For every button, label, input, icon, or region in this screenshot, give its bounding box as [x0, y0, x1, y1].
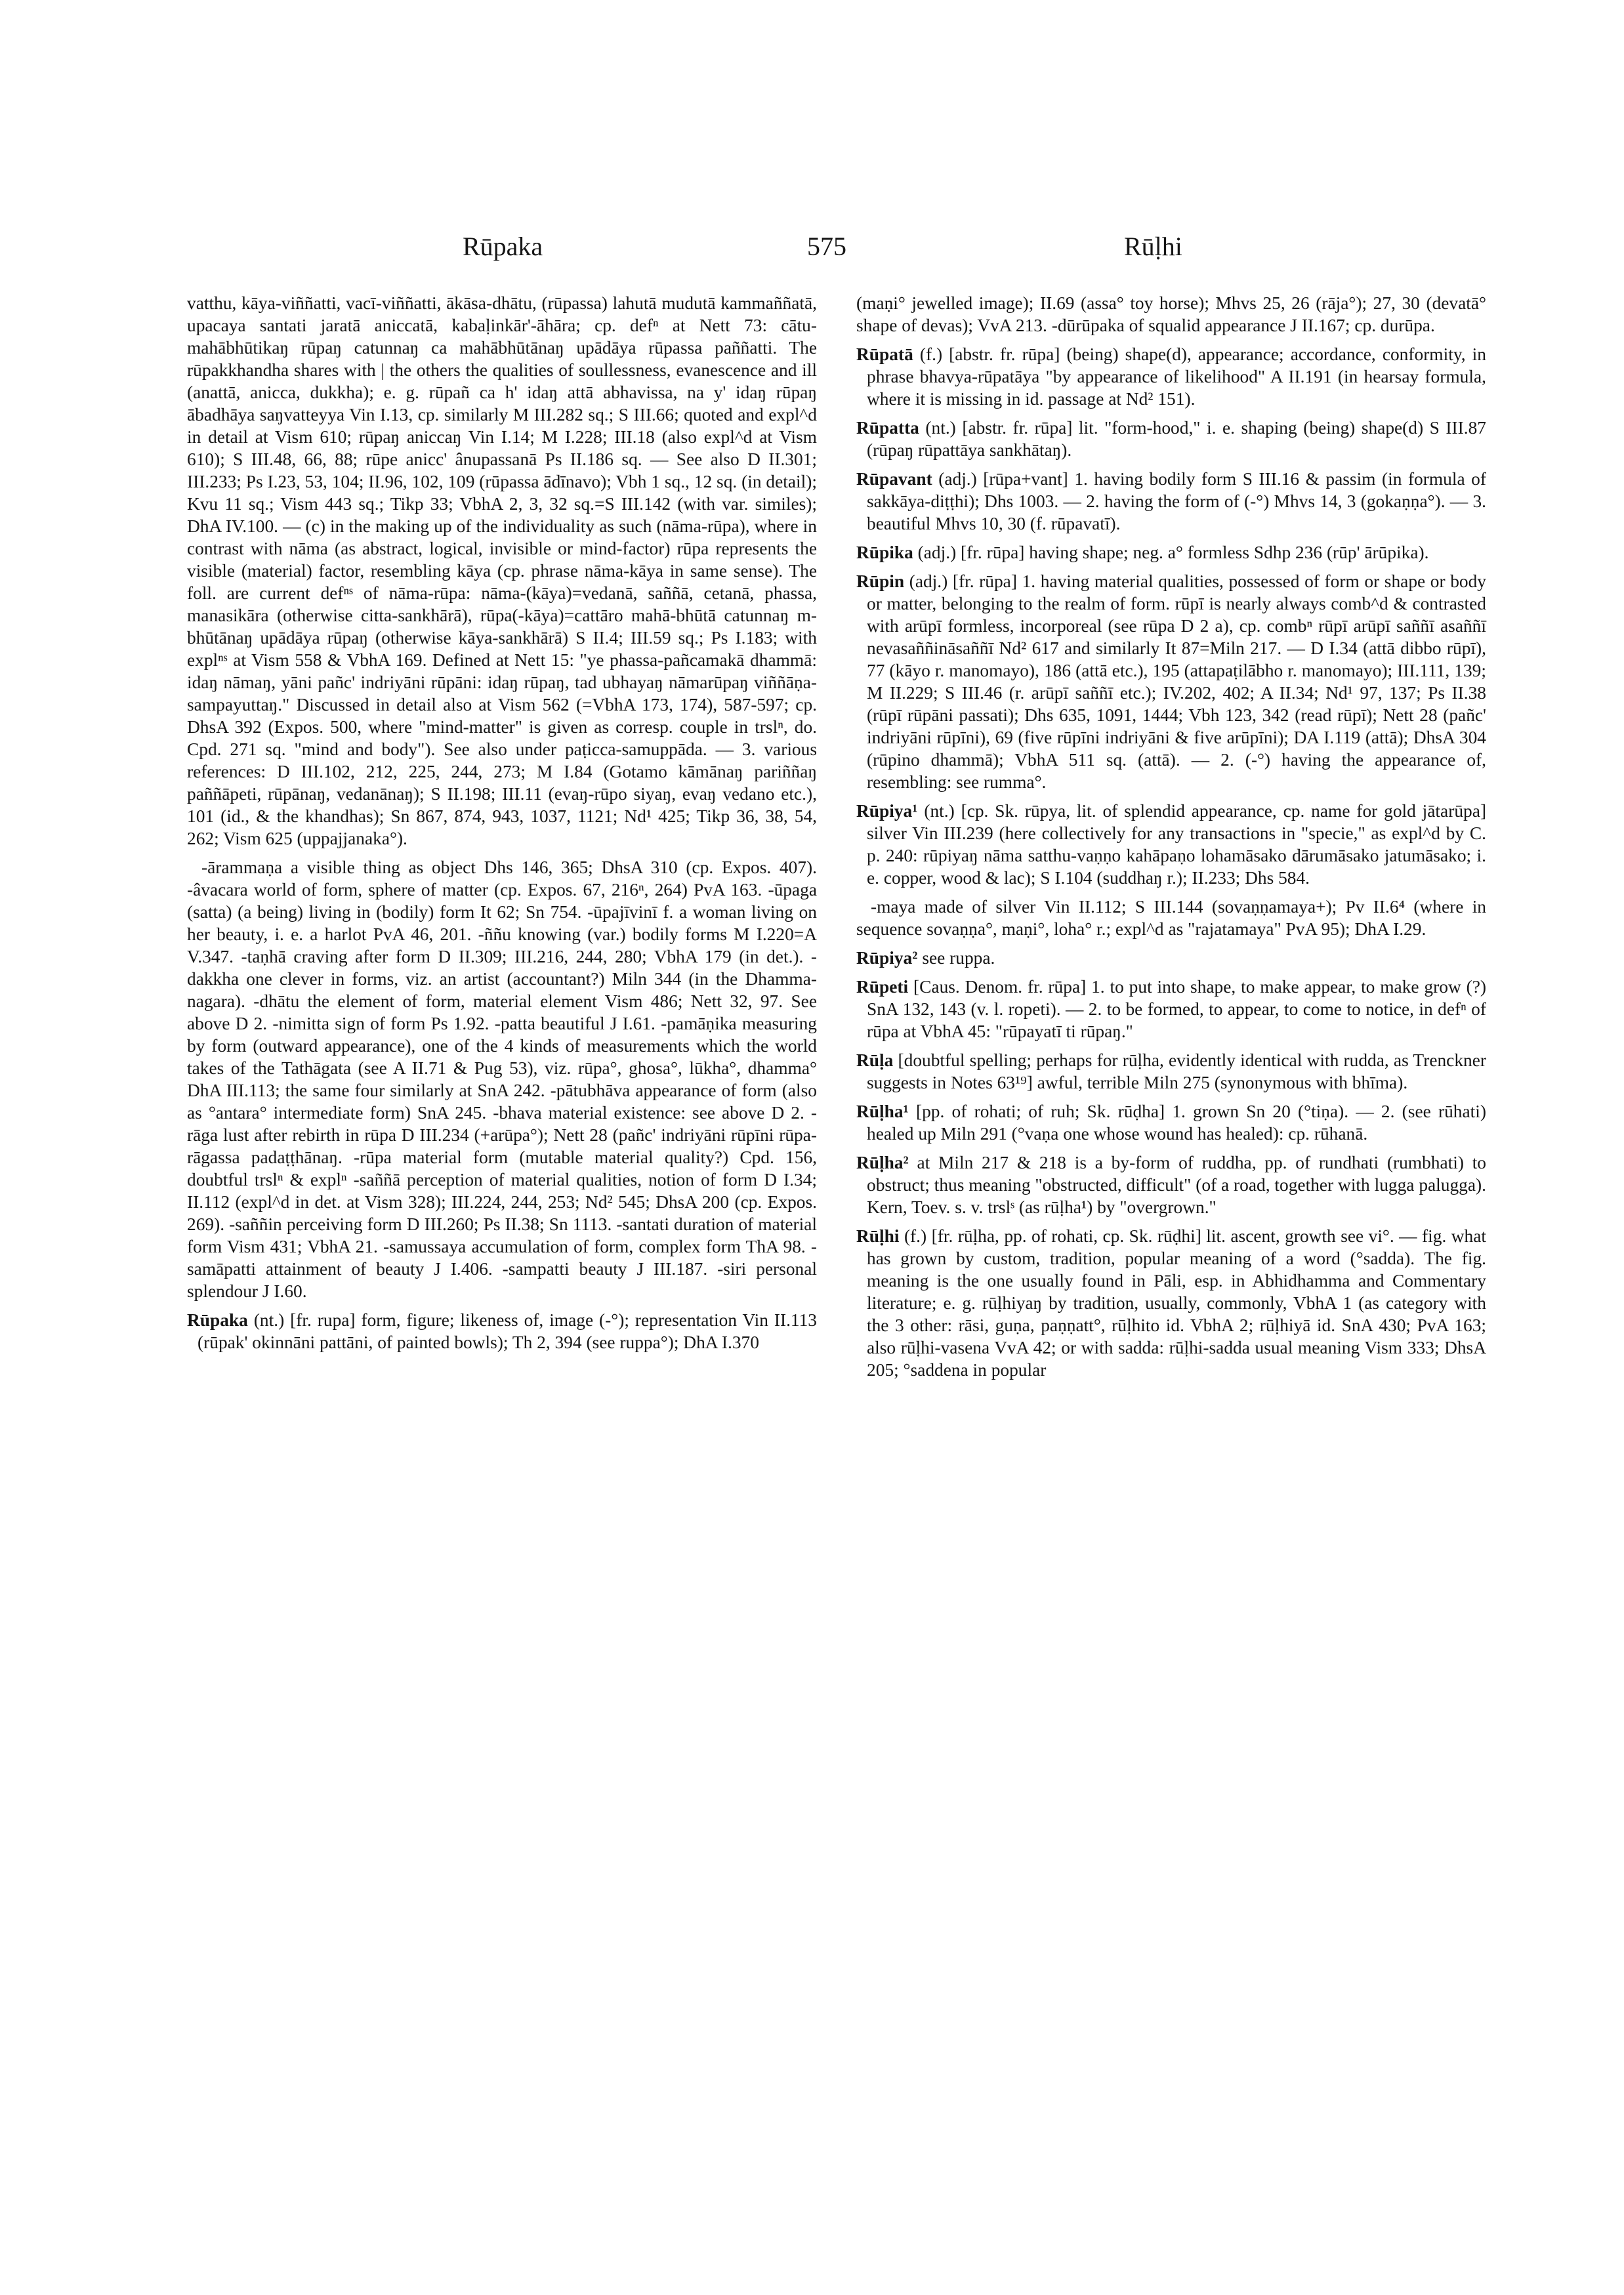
right-column	[856, 292, 1486, 1388]
entry-rulha-1	[856, 1100, 1486, 1145]
entry-headword: Rūḷha²	[856, 1153, 909, 1172]
entry-headword: Rūḷa	[856, 1050, 894, 1070]
entry-headword: Rūpavant	[856, 469, 932, 489]
page-number: 575	[807, 232, 846, 261]
entry-continuation	[856, 292, 1486, 337]
entry-rupika	[856, 541, 1486, 564]
entry-headword: Rūpiya¹	[856, 801, 918, 821]
entry-text: (nt.) [abstr. fr. rūpa] lit. "form-hood," i. e. shaping (being) shape(d) S III.87 (rūpaŋ rūpattāya sankhātaŋ).	[867, 418, 1486, 460]
entry-headword: Rūpatā	[856, 344, 913, 364]
entry-rulha-2	[856, 1151, 1486, 1218]
entry-rupaka	[187, 1309, 817, 1354]
entry-text: (nt.) [fr. rupa] form, figure; likeness of, image (-°); representation Vin II.113 (rūpak' okinnāni pattāni, of painted bowls); Th 2, 394 (see ruppa°); DhA I.370	[198, 1310, 817, 1352]
entry-text: [doubtful spelling; perhaps for rūḷha, evidently identical with rudda, as Trenckner suggests in Notes 63¹⁹] awful, terrible Miln 275 (synonymous with bhīma).	[867, 1050, 1486, 1092]
entry-text: see ruppa.	[922, 948, 995, 968]
entry-headword: Rūpaka	[187, 1310, 248, 1330]
entry-rupiya-1	[856, 800, 1486, 889]
entry-text: -ārammaṇa a visible thing as object Dhs 146, 365; DhsA 310 (cp. Expos. 407). -âvacara world of form, sphere of matter (cp. Expos. 67, 216ⁿ, 264) PvA 163. -ūpaga (satta) (a being) living in (bodily) form It 62; Sn 754. -ūpajīvinī f. a woman living on her beauty, i. e. a harlot PvA 46, 201. -ññu knowing (var.) bodily forms M I.220=A V.347. -taṇhā craving after form D II.309; III.216, 244, 280; VbhA 179 (in det.). -dakkha one clever in forms, viz. an artist (accountant?) Miln 344 (in the Dhamma-nagara). -dhātu the element of form, material element Vism 486; Nett 32, 97. See above D 2. -nimitta sign of form Ps 1.92. -patta beautiful J I.61. -pamāṇika measuring by form (outward appearance), one of the 4 kinds of measurements which the world takes of the Tathāgata (see A II.71 & Pug 53), viz. rūpa°, ghosa°, lūkha°, dhamma° DhA III.113; the same four similarly at SnA 242. -pātubhāva appearance of form (also as °antara° intermediate form) SnA 245. -bhava material existence: see above D 2. -rāga lust after rebirth in rūpa D III.234 (+arūpa°); Nett 28 (pañc' indriyāni rūpīni rūpa-rāgassa padaṭṭhānaŋ. -rūpa material form (mutable material quality?) Cpd. 156, doubtful trslⁿ & explⁿ -saññā perception of material qualities, notion of form D I.34; II.112 (expl^d in det. at Vism 328); III.224, 244, 253; Nd² 545; DhsA 200 (cp. Expos. 269). -saññin perceiving form D III.260; Ps II.38; Sn 1113. -santati duration of material form Vism 431; VbhA 21. -samussaya accumulation of form, complex form ThA 98. -samāpatti attainment of beauty J I.406. -sampatti beauty J III.187. -siri personal splendour J I.60.	[187, 858, 817, 1301]
entry-text: (f.) [abstr. fr. rūpa] (being) shape(d), appearance; accordance, conformity, in phrase bhavya-rūpatāya "by appearance of likelihood" A II.191 (in hearsay formula, where it is missing in id. passage at Nd² 151).	[867, 344, 1486, 409]
entry-headword: Rūpin	[856, 571, 905, 591]
entry-rupavant	[856, 468, 1486, 535]
running-head-left: Rūpaka	[463, 232, 543, 261]
entry-text: at Miln 217 & 218 is a by-form of ruddha, pp. of rundhati (rumbhati) to obstruct; thus meaning "obstructed, difficult" (of a road, together with lugga palugga). Kern, Toev. s. v. trslˢ (as rūḷha¹) by "overgrown."	[867, 1153, 1487, 1217]
entry-rupin	[856, 570, 1486, 793]
entry-compounds	[856, 896, 1486, 940]
entry-text: [pp. of rohati; of ruh; Sk. rūḍha] 1. grown Sn 20 (°tiṇa). — 2. (see rūhati) healed up Miln 291 (°vaṇa one whose wound has healed): cp. rūhanā.	[867, 1102, 1486, 1144]
entry-text: (adj.) [fr. rūpa] having shape; neg. a° formless Sdhp 236 (rūp' ārūpika).	[917, 543, 1429, 562]
entry-headword: Rūpatta	[856, 418, 919, 438]
entry-text: [Caus. Denom. fr. rūpa] 1. to put into shape, to make appear, to make grow (?) SnA 132, 143 (v. l. ropeti). — 2. to be formed, to appear, to come to notice, in defⁿ of rūpa at VbhA 45: "rūpayatī ti rūpaŋ."	[867, 977, 1486, 1041]
entry-text: (adj.) [rūpa+vant] 1. having bodily form S III.16 & passim (in formula of sakkāya-diṭṭhi); Dhs 1003. — 2. having the form of (-°) Mhvs 14, 3 (gokaṇṇa°). — 3. beautiful Mhvs 10, 30 (f. rūpavatī).	[867, 469, 1486, 533]
entry-headword: Rūpeti	[856, 977, 909, 997]
entry-rulhi	[856, 1225, 1486, 1381]
entry-compounds	[187, 856, 817, 1302]
entry-text: (maṇi° jewelled image); II.69 (assa° toy horse); Mhvs 25, 26 (rāja°); 27, 30 (devatā° shape of devas); VvA 213. -dūrūpaka of squalid appearance J II.167; cp. durūpa.	[856, 293, 1486, 335]
entry-text: (f.) [fr. rūḷha, pp. of rohati, cp. Sk. rūḍhi] lit. ascent, growth see vi°. — fig. what has grown by custom, tradition, popular meaning of a word (°sadda). The fig. meaning is the one usually found in Pāli, esp. in Abhidhamma and Commentary literature; e. g. rūḷhiyaŋ by tradition, usually, commonly, VbhA 1 (as category with the 3 other: rāsi, guṇa, paṇṇatt°, rūḷhito id. VbhA 2; rūḷhiyā id. SnA 430; PvA 163; also rūḷhi-vasena VvA 42; or with sadda: rūḷhi-sadda usual meaning Vism 333; DhsA 205; °saddena in popular	[867, 1226, 1486, 1380]
entry-headword: Rūḷha¹	[856, 1102, 909, 1121]
entry-text: -maya made of silver Vin II.112; S III.144 (sovaṇṇamaya+); Pv II.6⁴ (where in sequence sovaṇṇa°, maṇi°, loha° r.; expl^d as "rajatamaya" PvA 95); DhA I.29.	[856, 897, 1486, 939]
left-column	[187, 292, 817, 1360]
entry-rupiya-2	[856, 947, 1486, 969]
entry-continuation	[187, 292, 817, 850]
entry-headword: Rūpiya²	[856, 948, 918, 968]
entry-headword: Rūḷhi	[856, 1226, 900, 1246]
entry-rupata	[856, 343, 1486, 410]
entry-rupeti	[856, 976, 1486, 1043]
entry-rupatta	[856, 417, 1486, 461]
entry-rula	[856, 1049, 1486, 1094]
entry-text: (adj.) [fr. rūpa] 1. having material qualities, possessed of form or shape or body or matter, belonging to the realm of form. rūpī is nearly always comb^d & contrasted with arūpī formless, incorporeal (see rūpa D 2 a), cp. combⁿ rūpī arūpī saññī asaññī nevasaññināsaññī Nd² 617 and similarly It 87=Miln 217. — D I.34 (attā dibbo rūpī), 77 (kāyo r. manomayo), 186 (attā etc.), 195 (attapaṭilābho r. manomayo); III.111, 139; M II.229; S III.46 (r. arūpī saññī etc.); IV.202, 402; A II.34; Nd¹ 97, 137; Ps II.38 (rūpī rūpāni passati); Dhs 635, 1091, 1444; Vbh 123, 342 (read rūpī); Nett 28 (pañc' indriyāni rūpīni), 69 (five rūpīni indriyāni & five arūpīni); DA I.119 (attā); DhsA 304 (rūpino dhammā); VbhA 511 sq. (attā). — 2. (-°) having the appearance of, resembling: see rumma°.	[867, 571, 1486, 792]
entry-headword: Rūpika	[856, 543, 913, 562]
running-head-right: Rūḷhi	[1124, 232, 1182, 261]
entry-text: (nt.) [cp. Sk. rūpya, lit. of splendid appearance, cp. name for gold jātarūpa] silver Vin III.239 (here collectively for any transactions in "specie," as expl^d by C. p. 240: rūpiyaŋ nāma satthu-vaṇṇo kahāpaṇo lohamāsako dārumāsako jatumāsako; i. e. copper, wood & lac); S I.104 (suddhaŋ r.); II.233; Dhs 584.	[867, 801, 1486, 888]
entry-text: vatthu, kāya-viññatti, vacī-viññatti, ākāsa-dhātu, (rūpassa) lahutā mudutā kammaññatā, upacaya santati jaratā aniccatā, kabaḷinkār'-āhāra; cp. defⁿ at Nett 73: cātu-mahābhūtikaŋ rūpaŋ catunnaŋ ca mahābhūtānaŋ upādāya rūpassa paññatti. The rūpakkhandha shares with | the others the qualities of soullessness, evanescence and ill (anattā, anicca, dukkha); e. g. rūpañ ca h' idaŋ attā abhavissa, na y' idaŋ rūpaŋ ābadhāya saŋvatteyya Vin I.13, cp. similarly M III.282 sq.; S III.66; quoted and expl^d in detail at Vism 610; rūpaŋ aniccaŋ Vin I.14; M I.228; III.18 (also expl^d at Vism 610); S III.48, 66, 88; rūpe anicc' ânupassanā Ps II.186 sq. — See also D II.301; III.233; Ps I.23, 53, 104; II.96, 102, 109 (rūpassa ādīnavo); Vbh 1 sq., 12 sq. (in detail); Kvu 11 sq.; Vism 443 sq.; Tikp 33; VbhA 2, 3, 32 sq.=S III.142 (with var. similes); DhA IV.100. — (c) in the making up of the individuality as such (nāma-rūpa), where in contrast with nāma (as abstract, logical, invisible or mind-factor) rūpa represents the visible (material) factor, resembling kāya (cp. phrase nāma-kāya in same sense). The foll. are current defⁿˢ of nāma-rūpa: nāma-(kāya)=vedanā, saññā, cetanā, phassa, manasikāra (otherwise citta-sankhārā), rūpa(-kāya)=cattāro mahā-bhūtā catunnaŋ m-bhūtānaŋ upādāya rūpaŋ (otherwise kāya-sankhārā) S II.4; III.59 sq.; Ps I.183; with explⁿˢ at Vism 558 & VbhA 169. Defined at Nett 15: "ye phassa-pañcamakā dhammā: idaŋ nāmaŋ, yāni pañc' indriyāni rūpāni: idaŋ rūpaŋ, tad ubhayaŋ nāmarūpaŋ viññāṇa-sampayuttaŋ." Discussed in detail also at Vism 562 (=VbhA 173, 174), 587-597; cp. DhsA 392 (Expos. 500, where "mind-matter" is given as corresp. couple in trslⁿ, do. Cpd. 271 sq. "mind and body"). See also under paṭicca-samuppāda. — 3. various references: D III.102, 212, 225, 244, 273; M I.84 (Gotamo kāmānaŋ pariññaŋ paññāpeti, rūpānaŋ, vedanānaŋ); S II.198; III.11 (evaŋ-rūpo siyaŋ, evaŋ vedano etc.), 101 (id., & the khandhas); Sn 867, 874, 943, 1037, 1121; Nd¹ 425; Tikp 36, 38, 54, 262; Vism 625 (uppajjanaka°).	[187, 293, 817, 848]
